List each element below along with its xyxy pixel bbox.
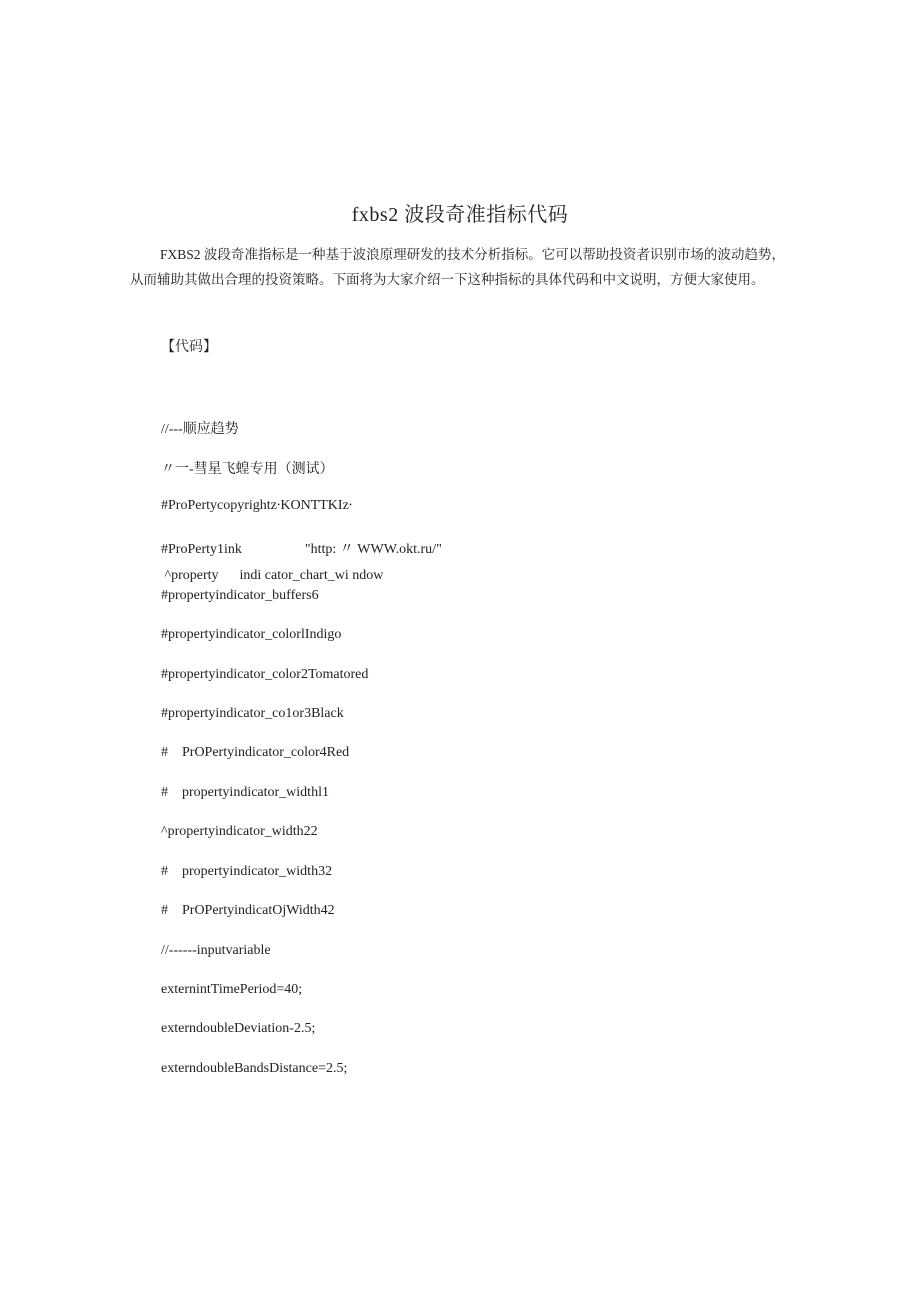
code-line: ^propertyindicator_width22 <box>161 824 318 839</box>
code-line: #ProPerty1ink "http: 〃 WWW.okt.ru/" <box>161 542 442 557</box>
code-line: # PrOPertyindicatOjWidth42 <box>161 903 335 918</box>
code-line: externdoubleBandsDistance=2.5; <box>161 1061 348 1076</box>
code-line: //---顺应趋势 <box>161 422 239 437</box>
section-label-code: 【代码】 <box>161 340 217 355</box>
code-line: externdoubleDeviation-2.5; <box>161 1021 316 1036</box>
code-line: ^property indi cator_chart_wi ndow <box>161 568 384 583</box>
code-line: //------inputvariable <box>161 943 271 958</box>
code-line: externintTimePeriod=40; <box>161 982 303 997</box>
code-line: 〃一-彗星飞蝗专用（测试） <box>161 462 334 477</box>
code-line: #propertyindicator_color2Tomatored <box>161 667 369 682</box>
code-line: # propertyindicator_widthl1 <box>161 785 329 800</box>
intro-paragraph: FXBS2 波段奇准指标是一种基于波浪原理研发的技术分析指标。它可以帮助投资者识别市场的波动趋势，从而辅助其做出合理的投资策略。下面将为大家介绍一下这种指标的具体代码和中文说明，方便大家使用。 <box>130 247 785 287</box>
code-line: #propertyindicator_co1or3Black <box>161 706 344 721</box>
document-title: fxbs2 波段奇准指标代码 <box>351 204 569 226</box>
code-line: #propertyindicator_colorlIndigo <box>161 627 342 642</box>
code-line: # propertyindicator_width32 <box>161 864 333 879</box>
code-line: # PrOPertyindicator_color4Red <box>161 745 350 760</box>
code-line: #ProPertycopyrightz∙KONTTKIz∙ <box>161 498 353 513</box>
code-line: #propertyindicator_buffers6 <box>161 588 319 603</box>
